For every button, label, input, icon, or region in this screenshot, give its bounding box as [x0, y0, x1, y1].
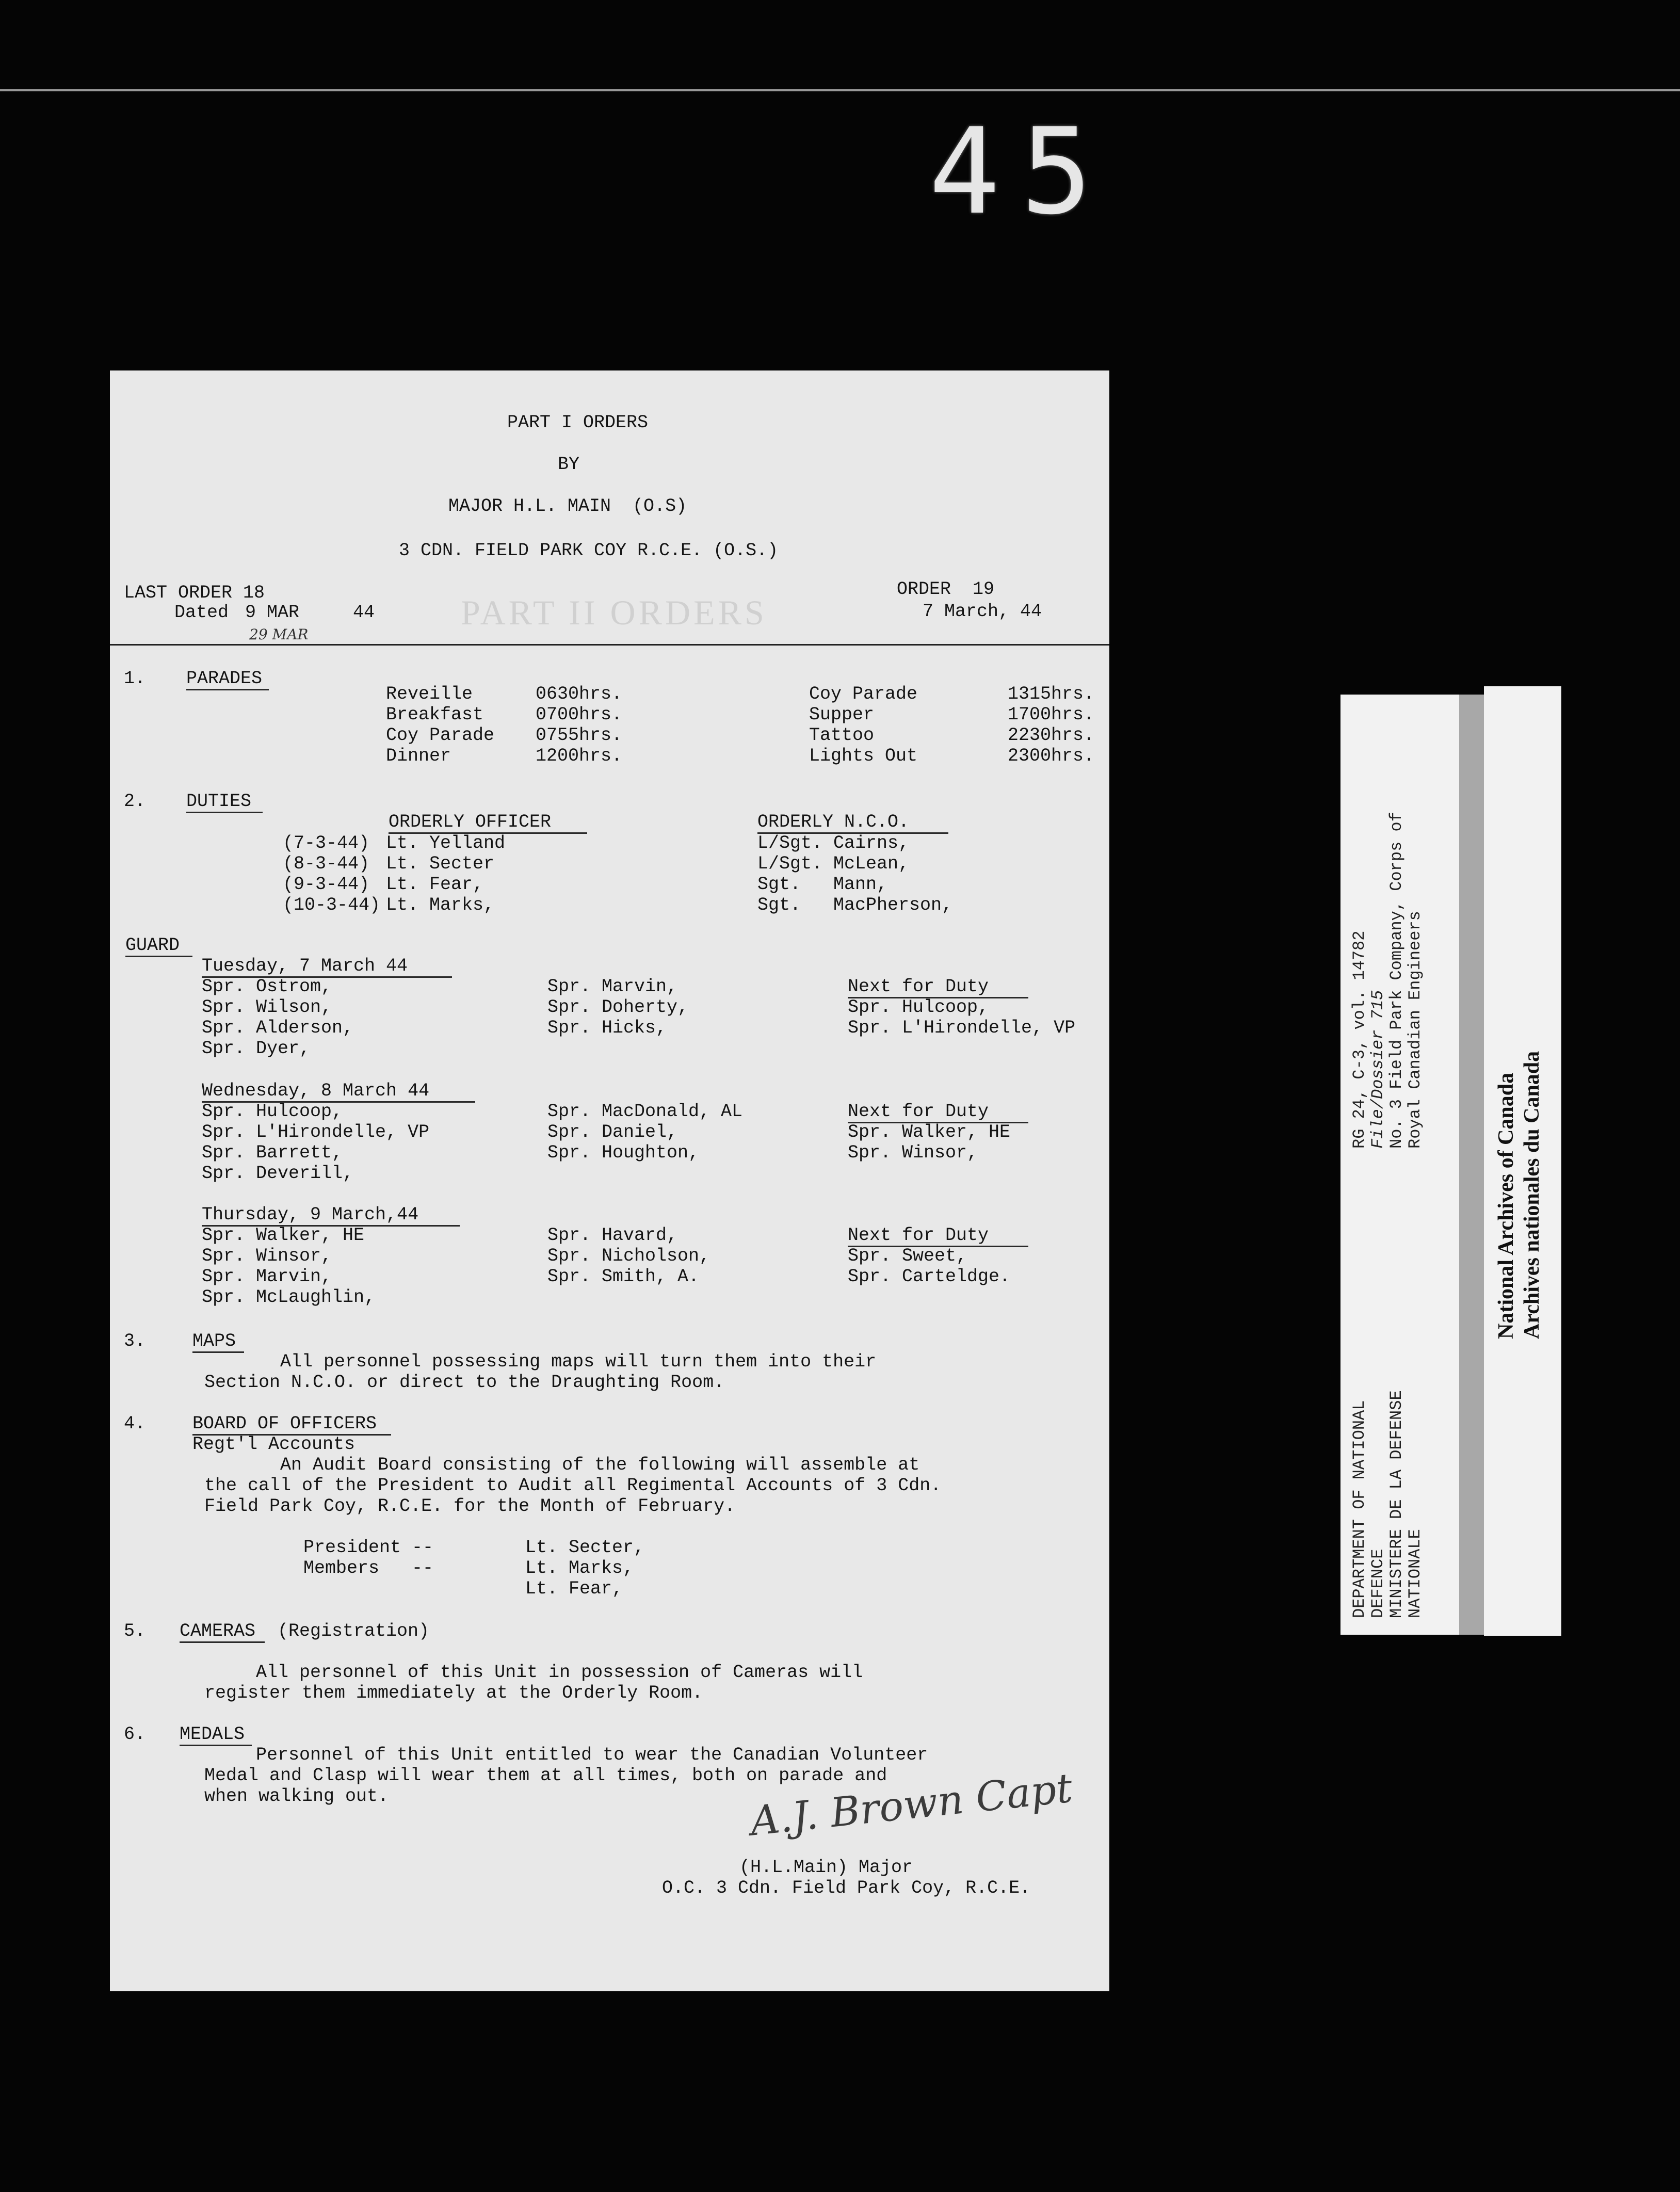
title-underline — [180, 1745, 252, 1746]
parade-label: Lights Out — [809, 746, 918, 766]
order-number: ORDER 19 — [897, 579, 995, 600]
last-date-struck: 9 MAR — [245, 602, 300, 623]
order-date: 7 March, 44 — [923, 601, 1042, 622]
president-name: Lt. Secter, — [525, 1537, 645, 1558]
maps-text: All personnel possessing maps will turn them into their — [280, 1351, 877, 1372]
section-title-parades: PARADES — [186, 668, 263, 689]
label-divider — [1459, 695, 1484, 1635]
guard-name: Spr. Sweet, — [848, 1246, 967, 1266]
guard-name: Spr. Carteldge. — [848, 1266, 1011, 1287]
frame-number: 45 — [929, 103, 1113, 241]
next-for-duty-label: Next for Duty — [848, 1101, 989, 1122]
parade-time: 2300hrs. — [1008, 746, 1095, 766]
parade-label: Reveille — [386, 684, 473, 704]
duty-date: (7-3-44) — [283, 833, 370, 853]
cameras-subtitle: (Registration) — [278, 1621, 430, 1641]
parade-time: 2230hrs. — [1008, 725, 1095, 746]
title-underline — [180, 1641, 265, 1643]
guard-name: Spr. Deverill, — [202, 1163, 354, 1184]
parade-time: 1200hrs. — [536, 746, 623, 766]
medals-text: Medal and Clasp will wear them at all times, both on parade and — [204, 1765, 887, 1786]
guard-name: Spr. Wilson, — [202, 997, 332, 1018]
board-text: An Audit Board consisting of the following will assemble at — [280, 1455, 920, 1475]
guard-name: Spr. Hicks, — [547, 1018, 667, 1038]
board-subtitle: Regt'l Accounts — [192, 1434, 356, 1455]
doc-by: BY — [558, 454, 580, 475]
last-order: LAST ORDER 18 — [124, 583, 265, 603]
section-title-board: BOARD OF OFFICERS — [192, 1413, 377, 1434]
guard-name: Spr. L'Hirondelle, VP — [848, 1018, 1076, 1038]
guard-name: Spr. Ostrom, — [202, 976, 332, 997]
duty-col-officer: ORDERLY OFFICER — [389, 812, 552, 832]
members-label: Members -- — [303, 1558, 434, 1578]
last-date-year: 44 — [342, 602, 375, 623]
doc-unit: 3 CDN. FIELD PARK COY R.C.E. (O.S.) — [399, 540, 779, 561]
section-number: 6. — [124, 1724, 146, 1745]
guard-name: Spr. Winsor, — [848, 1142, 978, 1163]
board-text: Field Park Coy, R.C.E. for the Month of February. — [204, 1496, 736, 1517]
guard-name: Spr. Dyer, — [202, 1038, 311, 1059]
guard-name: Spr. Marvin, — [202, 1266, 332, 1287]
president-label: President -- — [303, 1537, 434, 1558]
parade-label: Dinner — [386, 746, 451, 766]
maps-text: Section N.C.O. or direct to the Draughting Room. — [204, 1372, 725, 1393]
national-archives-en: National Archives of Canada — [1494, 1072, 1518, 1339]
guard-name: Spr. Doherty, — [547, 997, 689, 1018]
cameras-text: register them immediately at the Orderly Room. — [204, 1683, 703, 1703]
signatory-title: O.C. 3 Cdn. Field Park Coy, R.C.E. — [662, 1878, 1031, 1898]
guard-name: Spr. McLaughlin, — [202, 1287, 376, 1308]
archives-canada-label — [1484, 686, 1561, 1636]
medals-text: when walking out. — [204, 1786, 389, 1807]
duty-officer: Lt. Yelland — [386, 833, 506, 853]
guard-name: Spr. Havard, — [547, 1225, 678, 1246]
guard-name: Spr. Walker, HE — [202, 1225, 365, 1246]
guard-day: Tuesday, 7 March 44 — [202, 956, 408, 976]
duty-officer: Lt. Fear, — [386, 874, 484, 895]
show-through-text: PART II ORDERS — [461, 593, 767, 632]
guard-name: Spr. Nicholson, — [547, 1246, 710, 1266]
guard-day: Thursday, 9 March,44 — [202, 1204, 419, 1225]
title-underline — [192, 1351, 244, 1353]
guard-name: Spr. Alderson, — [202, 1018, 354, 1038]
board-text: the call of the President to Audit all Regimental Accounts of 3 Cdn. — [204, 1475, 942, 1496]
archive-reference: RG 24, C-3, vol. 14782 — [1350, 930, 1369, 1149]
national-archives-fr: Archives nationales du Canada — [1520, 1051, 1544, 1339]
signatory-name: (H.L.Main) Major — [739, 1857, 913, 1878]
dept-line: NATIONALE — [1406, 1529, 1425, 1618]
parade-time: 0630hrs. — [536, 684, 623, 704]
section-number: 5. — [124, 1621, 146, 1641]
duty-col-nco: ORDERLY N.C.O. — [757, 812, 910, 832]
parade-label: Tattoo — [809, 725, 875, 746]
dept-line: DEPARTMENT OF NATIONAL — [1350, 1400, 1369, 1618]
medals-text: Personnel of this Unit entitled to wear the Canadian Volunteer — [256, 1745, 928, 1765]
title-underline — [186, 812, 263, 813]
title-underline — [125, 956, 192, 957]
next-for-duty-label: Next for Duty — [848, 1225, 989, 1246]
duty-date: (10-3-44) — [283, 895, 381, 915]
section-title-cameras: CAMERAS — [180, 1621, 256, 1641]
section-title-guard: GUARD — [125, 935, 180, 956]
duty-date: (9-3-44) — [283, 874, 370, 895]
last-dated-label: Dated — [174, 602, 229, 623]
film-edge-line — [0, 89, 1680, 91]
guard-name: Spr. Smith, A. — [547, 1266, 700, 1287]
doc-commander: MAJOR H.L. MAIN (O.S) — [448, 496, 687, 517]
unit-description: No. 3 Field Park Company, Corps of — [1387, 812, 1406, 1149]
guard-day: Wednesday, 8 March 44 — [202, 1081, 430, 1101]
parade-label: Supper — [809, 704, 875, 725]
guard-name: Spr. Winsor, — [202, 1246, 332, 1266]
file-dossier: File/Dossier 715 — [1368, 990, 1387, 1149]
duty-officer: Lt. Secter — [386, 853, 495, 874]
archive-reference-label — [1340, 695, 1459, 1635]
duty-nco: L/Sgt. Cairns, — [757, 833, 910, 853]
parade-time: 0700hrs. — [536, 704, 623, 725]
guard-name: Spr. Hulcoop, — [848, 997, 989, 1018]
guard-name: Spr. Houghton, — [547, 1142, 700, 1163]
guard-name: Spr. L'Hirondelle, VP — [202, 1122, 430, 1142]
header-rule — [110, 644, 1109, 646]
handwritten-date: 29 MAR — [249, 626, 309, 643]
parade-label: Breakfast — [386, 704, 484, 725]
parade-time: 1700hrs. — [1008, 704, 1095, 725]
parade-time: 0755hrs. — [536, 725, 623, 746]
duty-date: (8-3-44) — [283, 853, 370, 874]
duty-nco: L/Sgt. McLean, — [757, 853, 910, 874]
guard-name: Spr. Walker, HE — [848, 1122, 1011, 1142]
title-underline — [186, 689, 269, 690]
duty-officer: Lt. Marks, — [386, 895, 495, 915]
parade-label: Coy Parade — [809, 684, 918, 704]
guard-name: Spr. Daniel, — [547, 1122, 678, 1142]
guard-name: Spr. Marvin, — [547, 976, 678, 997]
guard-name: Spr. Barrett, — [202, 1142, 343, 1163]
member-name: Lt. Marks, — [525, 1558, 634, 1578]
unit-description: Royal Canadian Engineers — [1406, 911, 1425, 1149]
duty-nco: Sgt. MacPherson, — [757, 895, 953, 915]
parade-time: 1315hrs. — [1008, 684, 1095, 704]
document-page — [110, 370, 1109, 1991]
parade-label: Coy Parade — [386, 725, 495, 746]
section-title-maps: MAPS — [192, 1331, 236, 1351]
doc-title: PART I ORDERS — [507, 412, 649, 433]
guard-name: Spr. MacDonald, AL — [547, 1101, 743, 1122]
dept-line: DEFENCE — [1368, 1549, 1387, 1618]
section-number: 2. — [124, 791, 146, 812]
section-title-duties: DUTIES — [186, 791, 252, 812]
section-number: 1. — [124, 668, 146, 689]
section-number: 3. — [124, 1331, 146, 1351]
next-for-duty-label: Next for Duty — [848, 976, 989, 997]
guard-name: Spr. Hulcoop, — [202, 1101, 343, 1122]
cameras-text: All personnel of this Unit in possession of Cameras will — [256, 1662, 863, 1683]
member-name: Lt. Fear, — [525, 1578, 623, 1599]
section-title-medals: MEDALS — [180, 1724, 245, 1745]
dept-line: MINISTERE DE LA DEFENSE — [1387, 1390, 1406, 1618]
duty-nco: Sgt. Mann, — [757, 874, 888, 895]
handwritten-signature: A.J. Brown Capt — [748, 1765, 1075, 1845]
section-number: 4. — [124, 1413, 146, 1434]
